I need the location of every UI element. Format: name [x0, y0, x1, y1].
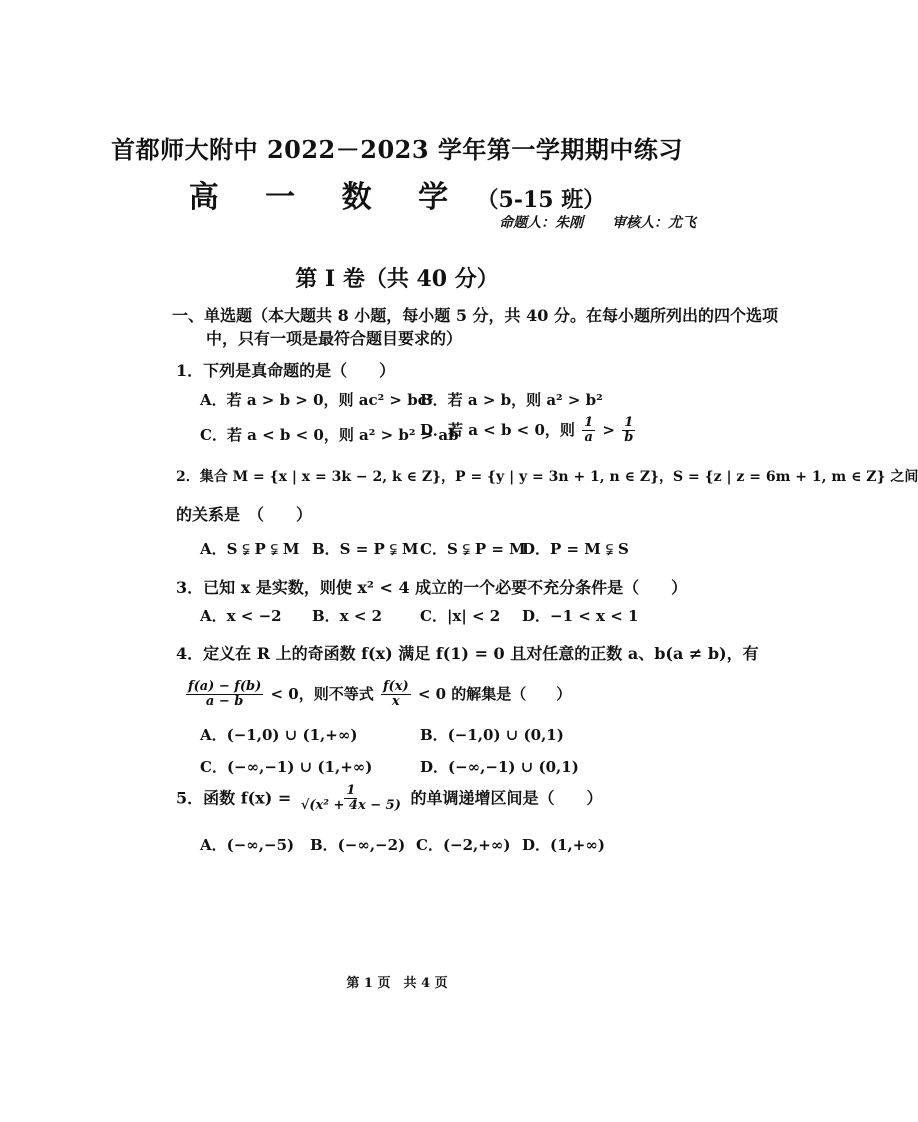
- question-2-option-b: B．S = P ⫋ M: [312, 540, 419, 558]
- question-4-stem-line2: $\frac{f(a) - f(b)}{a - b}$ < 0，则不等式 $\frac{f(x)}{x}$ < 0 的解集是（ ）: [188, 679, 572, 710]
- question-5-option-b: B．(−∞,−2): [310, 836, 406, 854]
- question-5-option-d: D．(1,+∞): [522, 836, 605, 854]
- section-instruction-line1: 一、单选题（本大题共 8 小题，每小题 5 分，共 40 分。在每小题所列出的四个选项: [172, 306, 778, 325]
- question-3-option-b: B．x < 2: [312, 607, 383, 625]
- question-1-option-d: D．若 a < b < 0，则 $\frac{1}{a}$ > $\frac{1}{b}$: [420, 415, 634, 446]
- question-1-option-c: C．若 a < b < 0，则 a² > b² > ab: [200, 426, 459, 444]
- question-1-stem: 1．下列是真命题的是（ ）: [176, 361, 396, 380]
- question-2-option-d: D．P = M ⫋ S: [522, 540, 629, 558]
- question-3-option-a: A．x < −2: [200, 607, 282, 625]
- fx-over-x-fraction: $\frac{f(x)}{x}$: [382, 679, 409, 710]
- question-2-option-c: C．S ⫋ P = M: [420, 540, 526, 558]
- question-4-option-a: A．(−1,0) ∪ (1,+∞): [200, 726, 358, 744]
- question-1-option-b: B．若 a > b，则 a² > b²: [420, 391, 603, 409]
- question-2-stem-line2: 的关系是 （ ）: [176, 505, 313, 524]
- question-5-option-a: A．(−∞,−5): [200, 836, 295, 854]
- question-5-option-c: C．(−2,+∞): [416, 836, 511, 854]
- class-range: （5-15 班）: [476, 187, 606, 213]
- author-line: [475, 212, 696, 232]
- question-4-option-c: C．(−∞,−1) ∪ (1,+∞): [200, 758, 373, 776]
- question-2-stem-line1: 2．集合 M = {x | x = 3k − 2, k ∈ Z}，P = {y | y = 3n + 1, n ∈ Z}，S = {z | z = 6m + 1, m ∈ Z} 之间: [176, 469, 918, 485]
- subject-heading: [0, 172, 794, 216]
- question-3-stem: 3．已知 x 是实数，则使 x² < 4 成立的一个必要不充分条件是（ ）: [176, 578, 688, 597]
- question-1-option-a: A．若 a > b > 0，则 ac² > bc²: [200, 391, 434, 409]
- question-4-option-b: B．(−1,0) ∪ (0,1): [420, 726, 564, 744]
- question-3-option-d: D．−1 < x < 1: [522, 607, 639, 625]
- subject-name: 高 一 数 学: [188, 180, 467, 215]
- author: 命题人：朱刚: [499, 215, 584, 231]
- exam-title: 首都师大附中 2022－2023 学年第一学期期中练习: [111, 135, 683, 164]
- difference-quotient-fraction: $\frac{f(a) - f(b)}{a - b}$: [188, 679, 262, 710]
- question-3-option-c: C．|x| < 2: [420, 607, 501, 625]
- question-1-option-d-text: D．若 a < b < 0，则: [420, 420, 575, 439]
- question-5-stem: 5．函数 f(x) = $\frac{1}{\text{√(x² + 4x − 5)}}$ 的单调递增区间是（ ）: [176, 783, 603, 814]
- reviewer: 审核人：尤飞: [612, 215, 696, 231]
- page-number-footer: 第 1 页 共 4 页: [346, 976, 448, 991]
- question-4-option-d: D．(−∞,−1) ∪ (0,1): [420, 758, 579, 776]
- fraction-1-over-b: $\frac{1}{b}$: [624, 415, 634, 446]
- reciprocal-sqrt-fraction: $\frac{1}{\text{√(x² + 4x − 5)}}$: [300, 783, 401, 814]
- section-instruction-line2: 中，只有一项是最符合题目要求的）: [206, 329, 463, 348]
- question-2-option-a: A．S ⫋ P ⫋ M: [200, 540, 300, 558]
- fraction-1-over-a: $\frac{1}{a}$: [584, 415, 594, 446]
- question-4-stem-line1: 4．定义在 R 上的奇函数 f(x) 满足 f(1) = 0 且对任意的正数 a、b(a ≠ b)，有: [176, 644, 759, 663]
- section-title: 第 I 卷（共 40 分）: [295, 266, 499, 292]
